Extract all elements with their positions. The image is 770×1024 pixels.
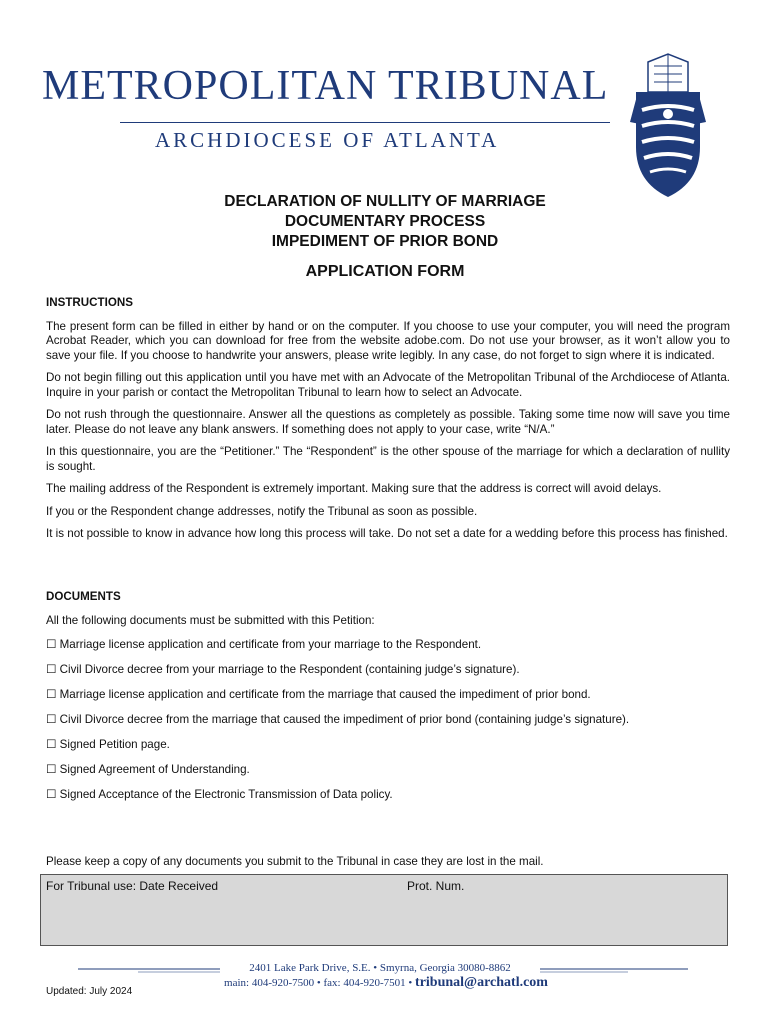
instruction-paragraph: If you or the Respondent change addresses, notify the Tribunal as soon as possible.: [46, 504, 478, 518]
checklist-item: [46, 713, 730, 738]
checklist-item: [46, 688, 730, 713]
title-line-2: DOCUMENTARY PROCESS: [284, 213, 486, 230]
instruction-paragraph: Do not rush through the questionnaire. Answer all the questions as completely as possible. Taking some time now will save you time later. Please do not leave any blank answers. If something does not apply to your case, write “N/A.”: [46, 408, 730, 436]
checklist-item-label: Signed Agreement of Understanding.: [59, 763, 250, 776]
email-link[interactable]: tribunal@archatl.com: [415, 975, 548, 990]
document-checklist: [46, 638, 730, 813]
instruction-paragraph: The mailing address of the Respondent is extremely important. Making sure that the address is correct will avoid delays.: [46, 482, 662, 495]
checkbox[interactable]: ☐: [46, 713, 57, 726]
checkbox[interactable]: ☐: [46, 788, 57, 801]
application-form-label: APPLICATION FORM: [305, 263, 465, 280]
checklist-item: [46, 663, 730, 688]
checkbox[interactable]: ☐: [46, 738, 57, 751]
instruction-paragraph: It is not possible to know in advance how long this process will take. Do not set a date for a wedding before this process has finished.: [46, 527, 728, 540]
tribunal-use-box: [40, 874, 728, 946]
tribunal-title: METROPOLITAN TRIBUNAL: [42, 63, 609, 109]
checklist-item-label: Civil Divorce decree from your marriage to the Respondent (containing judge’s signature).: [59, 663, 520, 676]
instruction-paragraph: The present form can be filled in either by hand or on the computer. If you choose to use your computer, you will need the program Acrobat Reader, which you can download for free from the website adobe.com. Do not use your browser, as it won’t allow you to save your file. If you choose to handwrite your answers, please write legibly. In any case, do not forget to sign where it is indicated.: [46, 319, 730, 362]
checklist-item-label: Civil Divorce decree from the marriage that caused the impediment of prior bond (containing judge’s signature).: [59, 713, 630, 726]
instructions-section: [46, 296, 730, 542]
phone-fax: main: 404-920-7500 • fax: 404-920-7501 •: [224, 977, 416, 989]
instruction-paragraph: In this questionnaire, you are the “Petitioner.” The “Respondent” is the other spouse of the marriage for which a declaration of nullity is sought.: [46, 445, 730, 473]
title-line-1: DECLARATION OF NULLITY OF MARRIAGE: [224, 193, 546, 210]
checklist-item: [46, 738, 730, 763]
archdiocese-subtitle: ARCHDIOCESE OF ATLANTA: [155, 128, 500, 152]
tribunal-address: 2401 Lake Park Drive, S.E. • Smyrna, Georgia 30080-8862: [220, 962, 540, 974]
documents-heading: DOCUMENTS: [46, 590, 121, 603]
checkbox[interactable]: ☐: [46, 663, 57, 676]
instructions-heading: INSTRUCTIONS: [46, 296, 133, 309]
title-line-3: IMPEDIMENT OF PRIOR BOND: [271, 233, 499, 250]
checkbox[interactable]: ☐: [46, 688, 57, 701]
prot-num-label: Prot. Num.: [407, 879, 465, 893]
checklist-item: [46, 788, 730, 813]
checklist-item: [46, 638, 730, 663]
form-title-block: [0, 192, 770, 282]
checklist-item-label: Marriage license application and certificate from your marriage to the Respondent.: [59, 638, 482, 651]
checklist-item-label: Marriage license application and certificate from the marriage that caused the impediment of prior bond.: [59, 688, 591, 701]
header-divider: [120, 122, 610, 123]
checkbox[interactable]: ☐: [46, 638, 57, 651]
checkbox[interactable]: ☐: [46, 763, 57, 776]
tribunal-contact: [216, 975, 556, 991]
documents-intro: All the following documents must be submitted with this Petition:: [46, 613, 375, 627]
checklist-item-label: Signed Acceptance of the Electronic Transmission of Data policy.: [59, 788, 393, 801]
instruction-paragraph: Do not begin filling out this application until you have met with an Advocate of the Metropolitan Tribunal of the Archdiocese of Atlanta. Inquire in your parish or contact the Metropolitan Tribunal to learn how to select an Advocate.: [46, 371, 730, 399]
documents-section: [46, 590, 730, 813]
updated-date: Updated: July 2024: [46, 986, 133, 997]
date-received-label: For Tribunal use: Date Received: [46, 879, 219, 893]
coat-of-arms-icon: [618, 52, 718, 202]
keep-copy-note: Please keep a copy of any documents you submit to the Tribunal in case they are lost in the mail.: [46, 855, 544, 868]
checklist-item: [46, 763, 730, 788]
checklist-item-label: Signed Petition page.: [59, 738, 170, 751]
